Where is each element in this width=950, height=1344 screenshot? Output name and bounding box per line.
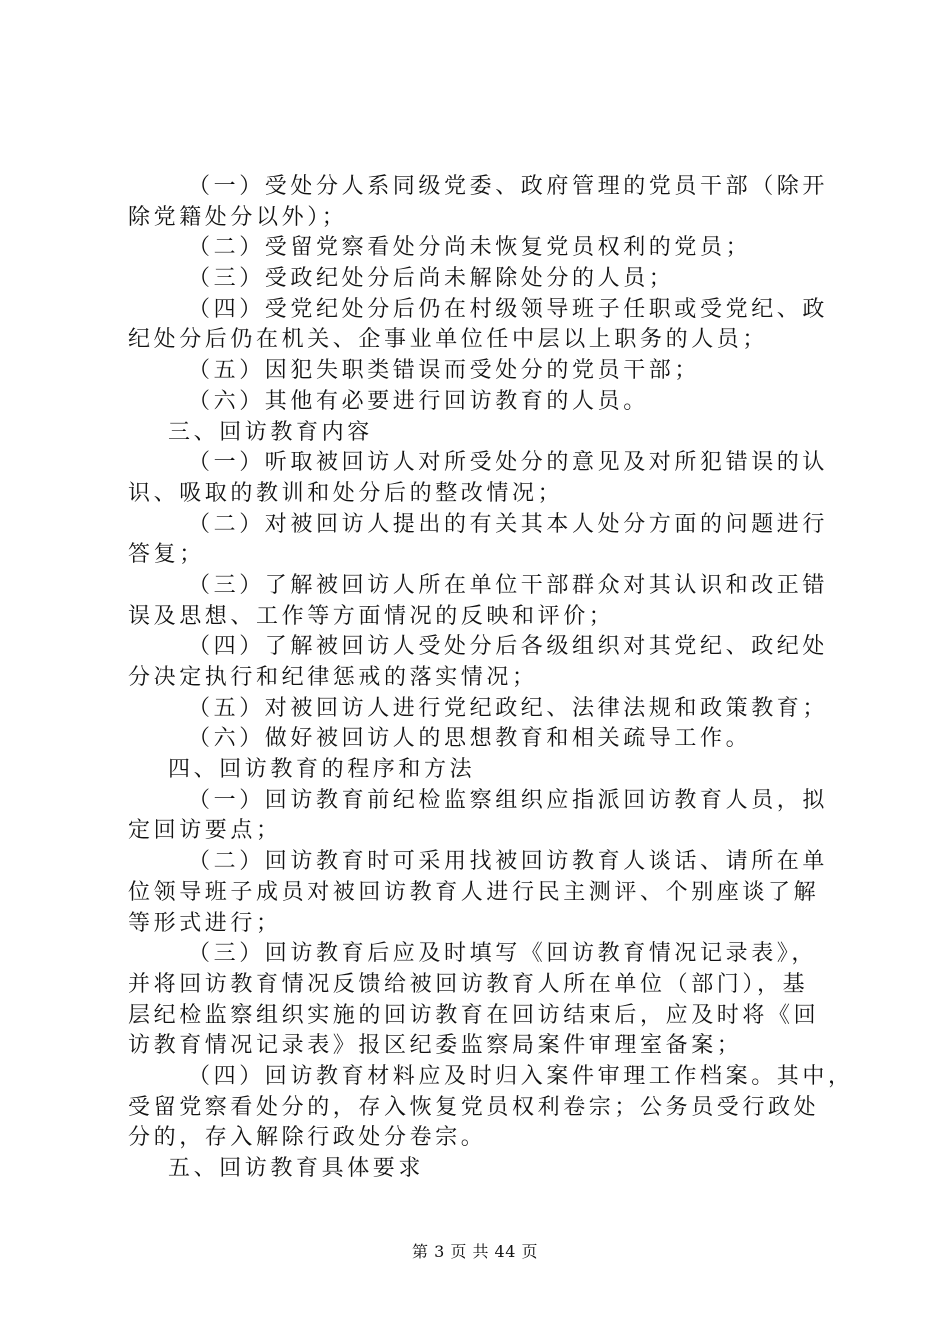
document-body <box>128 172 854 1185</box>
paragraph-line: 受留党察看处分的，存入恢复党员权利卷宗；公务员受行政处 <box>128 1094 820 1120</box>
paragraph-line: 误及思想、工作等方面情况的反映和评价； <box>128 603 615 629</box>
paragraph-line: （四）了解被回访人受处分后各级组织对其党纪、政纪处 <box>188 634 829 660</box>
paragraph-line: （三）了解被回访人所在单位干部群众对其认识和改正错 <box>188 572 829 598</box>
paragraph-line: （三）受政纪处分后尚未解除处分的人员； <box>188 266 675 292</box>
paragraph-line: 分的，存入解除行政处分卷宗。 <box>128 1125 487 1151</box>
paragraph-line: （二）受留党察看处分尚未恢复党员权利的党员； <box>188 235 752 261</box>
paragraph-line: 分决定执行和纪律惩戒的落实情况； <box>128 665 538 690</box>
paragraph-line: （五）对被回访人进行党纪政纪、法律法规和政策教育； <box>188 695 829 721</box>
paragraph-line: （四）受党纪处分后仍在村级领导班子任职或受党纪、政 <box>188 296 829 322</box>
paragraph-line: （三）回访教育后应及时填写《回访教育情况记录表》， <box>188 941 818 967</box>
paragraph-line: 除党籍处分以外）； <box>128 204 348 230</box>
section-heading: 五、回访教育具体要求 <box>168 1156 425 1181</box>
page-number-footer: 第 3 页 共 44 页 <box>412 1242 538 1261</box>
paragraph-line: （一）回访教育前纪检监察组织应指派回访教育人员，拟 <box>188 787 829 813</box>
paragraph-line: （二）对被回访人提出的有关其本人处分方面的问题进行 <box>188 511 829 537</box>
paragraph-line: （六）其他有必要进行回访教育的人员。 <box>188 388 649 414</box>
section-heading: 三、回访教育内容 <box>168 419 373 445</box>
paragraph-line: 层纪检监察组织实施的回访教育在回访结束后，应及时将《回 <box>128 1002 820 1028</box>
paragraph-line: （六）做好被回访人的思想教育和相关疏导工作。 <box>188 726 752 752</box>
section-heading: 四、回访教育的程序和方法 <box>168 757 476 783</box>
paragraph-line: 纪处分后仍在机关、企事业单位任中层以上职务的人员； <box>128 327 769 353</box>
paragraph-line: （一）听取被回访人对所受处分的意见及对所犯错误的认 <box>188 450 829 476</box>
paragraph-line: （二）回访教育时可采用找被回访教育人谈话、请所在单 <box>188 849 829 875</box>
paragraph-line: 等形式进行； <box>128 910 282 936</box>
paragraph-line: 答复； <box>128 542 205 568</box>
paragraph-line: 识、吸取的教训和处分后的整改情况； <box>128 480 564 506</box>
paragraph-line: 访教育情况记录表》报区纪委监察局案件审理室备案； <box>128 1033 743 1059</box>
paragraph-line: 定回访要点； <box>128 818 282 844</box>
paragraph-line: 位领导班子成员对被回访教育人进行民主测评、个别座谈了解 <box>128 879 820 905</box>
paragraph-line: （四）回访教育材料应及时归入案件审理工作档案。其中， <box>188 1063 854 1089</box>
paragraph-line: （五）因犯失职类错误而受处分的党员干部； <box>188 358 701 384</box>
paragraph-line: （一）受处分人系同级党委、政府管理的党员干部（除开 <box>188 174 829 199</box>
paragraph-line: 并将回访教育情况反馈给被回访教育人所在单位（部门），基 <box>128 971 809 997</box>
